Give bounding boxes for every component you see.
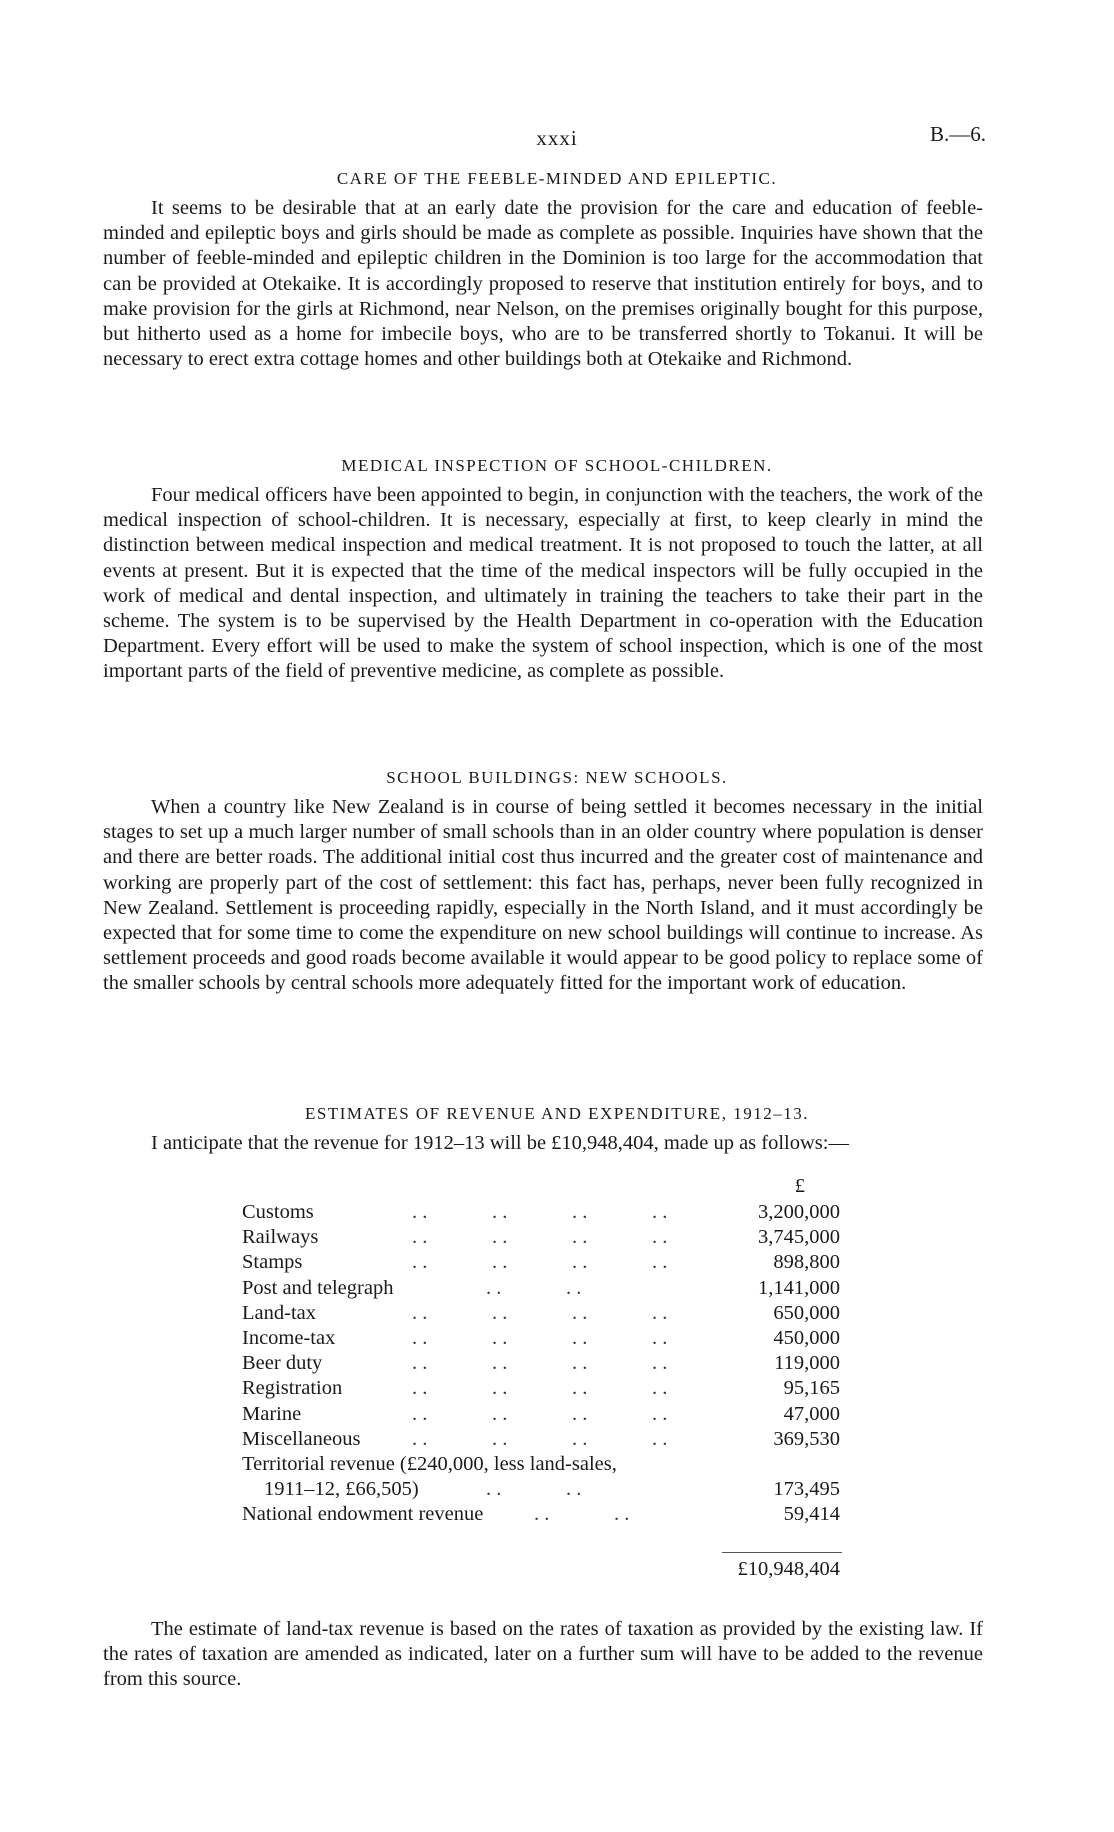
currency-symbol: £ xyxy=(794,1175,805,1197)
revenue-row xyxy=(242,1427,840,1452)
revenue-row xyxy=(242,1200,840,1225)
leader-dots: . . . . . . . . xyxy=(412,1201,668,1223)
section-heading-estimates: ESTIMATES OF REVENUE AND EXPENDITURE, 1912–13. xyxy=(305,1104,809,1123)
revenue-row xyxy=(242,1452,840,1477)
revenue-label: Stamps xyxy=(242,1251,303,1274)
revenue-amount: 173,495 xyxy=(773,1478,840,1501)
closing-paragraph: The estimate of land-tax revenue is based on the rates of taxation as provided by the existing law. If the rates of taxation are amended as indicated, later on a further sum will have to be added to the revenue from this source. xyxy=(103,1618,983,1691)
revenue-row xyxy=(242,1402,840,1427)
revenue-total: £10,948,404 xyxy=(737,1558,840,1580)
leader-dots: . . . . . . . . xyxy=(412,1301,668,1324)
revenue-label: Customs xyxy=(242,1201,314,1223)
revenue-row xyxy=(242,1276,840,1301)
revenue-table xyxy=(242,1175,840,1527)
leader-dots: . . . . xyxy=(534,1503,630,1526)
revenue-amount: 369,530 xyxy=(773,1427,840,1450)
page-number: xxxi xyxy=(536,126,578,150)
leader-dots: . . . . . . . . xyxy=(412,1352,668,1375)
revenue-amount: 47,000 xyxy=(783,1402,840,1425)
revenue-row xyxy=(242,1225,840,1250)
revenue-amount: 1,141,000 xyxy=(758,1276,840,1299)
revenue-label: Land-tax xyxy=(242,1301,316,1324)
section-body-feeble-minded: It seems to be desirable that at an early date the provision for the care and education of feeble-minded and epileptic boys and girls should be made as complete as possible. Inquiries have shown that the number of feeble-minded and epileptic children in the Dominion is too large for the accommodation that can be provided at Otekaike. It is accordingly proposed to reserve that institution entirely for boys, and to make provision for the girls at Richmond, near Nelson, on the premises originally bought for this purpose, but hitherto used as a home for imbecile boys, who are to be transferred shortly to Tokanui. It will be necessary to erect extra cottage homes and other buildings both at Otekaike and Richmond. xyxy=(103,197,983,371)
total-rule xyxy=(722,1552,842,1553)
revenue-row xyxy=(242,1301,840,1326)
revenue-label: National endowment revenue xyxy=(242,1503,484,1526)
leader-dots: . . . . . . . . xyxy=(412,1427,668,1450)
leader-dots: . . . . . . . . xyxy=(412,1226,668,1249)
revenue-label: Miscellaneous xyxy=(242,1427,361,1450)
revenue-row xyxy=(242,1351,840,1376)
revenue-row xyxy=(242,1502,840,1527)
revenue-amount: 3,200,000 xyxy=(758,1201,840,1223)
document-reference: B.—6. xyxy=(929,122,986,146)
leader-dots: . . . . xyxy=(486,1478,582,1501)
revenue-amount: 95,165 xyxy=(783,1377,840,1400)
revenue-label: Registration xyxy=(242,1377,343,1400)
leader-dots: . . . . . . . . xyxy=(412,1402,668,1425)
section-body-buildings: When a country like New Zealand is in course of being settled it becomes necessary in the initial stages to set up a much larger number of small schools than in an older country where population is denser and there are better roads. The additional initial cost thus incurred and the greater cost of maintenance and working are properly part of the cost of settlement: this fact has, perhaps, never been fully recognized in New Zealand. Settlement is proceeding rapidly, especially in the North Island, and it must accordingly be expected that for some time to come the expenditure on new school buildings will continue to increase. As settlement proceeds and good roads become available it would appear to be good policy to replace some of the smaller schools by central schools more adequately fitted for the important work of education. xyxy=(103,796,983,995)
revenue-row xyxy=(242,1326,840,1351)
revenue-label: Income-tax xyxy=(242,1326,336,1349)
section-heading-medical: MEDICAL INSPECTION OF SCHOOL-CHILDREN. xyxy=(341,456,773,475)
revenue-rows xyxy=(242,1200,840,1527)
revenue-amount: 59,414 xyxy=(783,1503,840,1526)
revenue-amount: 119,000 xyxy=(774,1352,840,1375)
section-body-medical: Four medical officers have been appointed to begin, in conjunction with the teachers, the work of the medical inspection of school-children. It is necessary, especially at first, to keep clearly in mind the distinction between medical inspection and medical treatment. It is not proposed to touch the latter, at all events at present. But it is expected that the time of the medical inspectors will be fully occupied in the work of medical and dental inspection, and ultimately in training the teachers to take their part in the scheme. The system is to be supervised by the Health Department in co-operation with the Education Department. Every effort will be used to make the system of school inspection, which is one of the most important parts of the field of preventive medicine, as complete as possible. xyxy=(103,484,983,683)
leader-dots: . . . . . . . . xyxy=(412,1377,668,1400)
section-heading-buildings: SCHOOL BUILDINGS: NEW SCHOOLS. xyxy=(386,768,728,787)
leader-dots: . . . . xyxy=(486,1276,582,1299)
revenue-label: Post and telegraph xyxy=(242,1276,394,1299)
revenue-label: Railways xyxy=(242,1226,319,1249)
revenue-row xyxy=(242,1477,840,1502)
estimates-intro: I anticipate that the revenue for 1912–13 will be £10,948,404, made up as follows:— xyxy=(151,1132,849,1154)
revenue-row xyxy=(242,1376,840,1401)
leader-dots: . . . . . . . . xyxy=(412,1251,668,1274)
revenue-label: Marine xyxy=(242,1402,302,1425)
revenue-amount: 450,000 xyxy=(773,1326,840,1349)
revenue-amount: 898,800 xyxy=(773,1251,840,1274)
revenue-row xyxy=(242,1250,840,1275)
section-heading-feeble-minded: CARE OF THE FEEBLE-MINDED AND EPILEPTIC. xyxy=(336,169,778,188)
revenue-amount: 3,745,000 xyxy=(758,1226,840,1249)
revenue-amount: 650,000 xyxy=(773,1301,840,1324)
revenue-label: Beer duty xyxy=(242,1352,323,1375)
revenue-label: Territorial revenue (£240,000, less land-sales, xyxy=(242,1452,617,1475)
revenue-label: 1911–12, £66,505) xyxy=(264,1478,419,1501)
leader-dots: . . . . . . . . xyxy=(412,1326,668,1349)
